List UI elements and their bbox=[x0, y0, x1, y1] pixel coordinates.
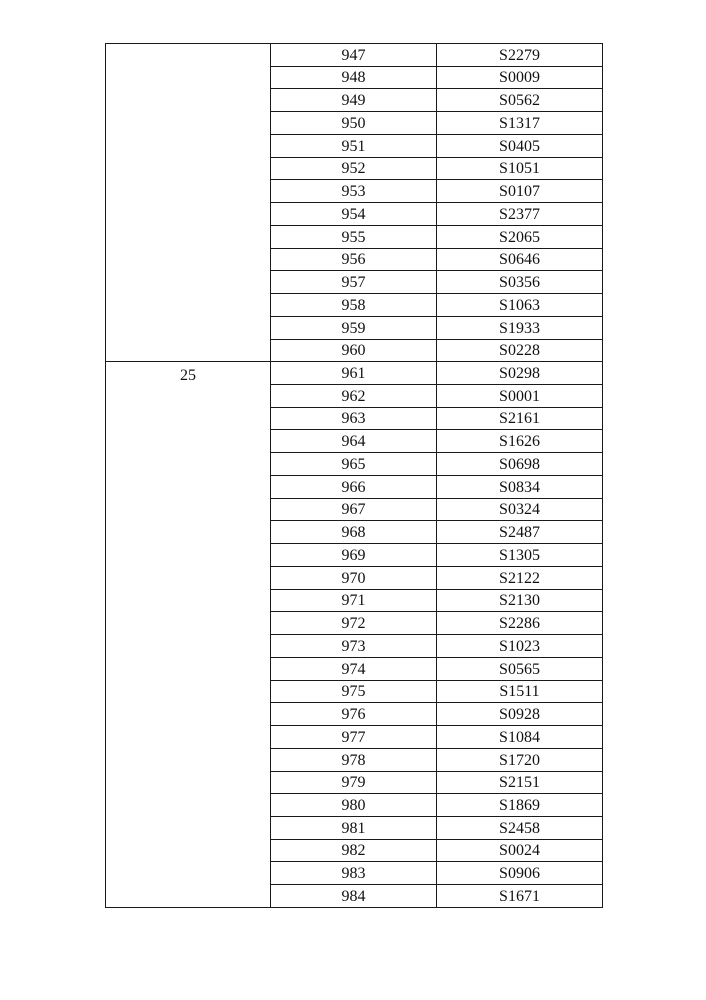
table-row bbox=[106, 44, 603, 67]
sequence-number-cell: 950 bbox=[271, 112, 437, 135]
sequence-number-cell: 972 bbox=[271, 612, 437, 635]
sequence-number-cell: 951 bbox=[271, 134, 437, 157]
sequence-number-cell: 975 bbox=[271, 680, 437, 703]
sequence-number-cell: 968 bbox=[271, 521, 437, 544]
code-cell: S0565 bbox=[437, 657, 603, 680]
code-cell: S1671 bbox=[437, 885, 603, 908]
sequence-number-cell: 967 bbox=[271, 498, 437, 521]
sequence-number-cell: 981 bbox=[271, 816, 437, 839]
table-body bbox=[106, 44, 603, 908]
code-cell: S0646 bbox=[437, 248, 603, 271]
sequence-number-cell: 959 bbox=[271, 316, 437, 339]
sequence-number-cell: 983 bbox=[271, 862, 437, 885]
sequence-number-cell: 984 bbox=[271, 885, 437, 908]
sequence-number-cell: 962 bbox=[271, 385, 437, 408]
code-cell: S1051 bbox=[437, 157, 603, 180]
code-cell: S0107 bbox=[437, 180, 603, 203]
code-cell: S2458 bbox=[437, 816, 603, 839]
sequence-number-cell: 948 bbox=[271, 66, 437, 89]
code-cell: S1720 bbox=[437, 748, 603, 771]
sequence-number-cell: 964 bbox=[271, 430, 437, 453]
sequence-number-cell: 971 bbox=[271, 589, 437, 612]
code-cell: S0698 bbox=[437, 453, 603, 476]
sequence-number-cell: 954 bbox=[271, 203, 437, 226]
sequence-number-cell: 982 bbox=[271, 839, 437, 862]
sequence-number-cell: 979 bbox=[271, 771, 437, 794]
sequence-number-cell: 952 bbox=[271, 157, 437, 180]
code-cell: S0834 bbox=[437, 475, 603, 498]
table-row bbox=[106, 362, 603, 385]
code-cell: S0324 bbox=[437, 498, 603, 521]
code-cell: S0906 bbox=[437, 862, 603, 885]
code-cell: S0562 bbox=[437, 89, 603, 112]
code-cell: S0356 bbox=[437, 271, 603, 294]
sequence-number-cell: 963 bbox=[271, 407, 437, 430]
sequence-number-cell: 949 bbox=[271, 89, 437, 112]
code-cell: S0405 bbox=[437, 134, 603, 157]
code-cell: S2377 bbox=[437, 203, 603, 226]
code-cell: S0009 bbox=[437, 66, 603, 89]
code-cell: S2487 bbox=[437, 521, 603, 544]
code-cell: S0298 bbox=[437, 362, 603, 385]
code-cell: S1511 bbox=[437, 680, 603, 703]
code-cell: S1305 bbox=[437, 544, 603, 567]
code-cell: S2065 bbox=[437, 225, 603, 248]
sequence-number-cell: 966 bbox=[271, 475, 437, 498]
code-cell: S0024 bbox=[437, 839, 603, 862]
group-number-cell bbox=[106, 44, 271, 362]
code-cell: S1626 bbox=[437, 430, 603, 453]
sequence-number-cell: 957 bbox=[271, 271, 437, 294]
sequence-number-cell: 961 bbox=[271, 362, 437, 385]
sequence-number-cell: 978 bbox=[271, 748, 437, 771]
sequence-number-cell: 947 bbox=[271, 44, 437, 67]
sequence-number-cell: 955 bbox=[271, 225, 437, 248]
code-cell: S0928 bbox=[437, 703, 603, 726]
data-table bbox=[105, 43, 603, 908]
code-cell: S2286 bbox=[437, 612, 603, 635]
group-number-cell: 25 bbox=[106, 362, 271, 908]
code-cell: S1933 bbox=[437, 316, 603, 339]
sequence-number-cell: 970 bbox=[271, 566, 437, 589]
code-cell: S2130 bbox=[437, 589, 603, 612]
sequence-number-cell: 976 bbox=[271, 703, 437, 726]
sequence-number-cell: 953 bbox=[271, 180, 437, 203]
sequence-number-cell: 965 bbox=[271, 453, 437, 476]
sequence-number-cell: 960 bbox=[271, 339, 437, 362]
code-cell: S2151 bbox=[437, 771, 603, 794]
code-cell: S0228 bbox=[437, 339, 603, 362]
code-cell: S2279 bbox=[437, 44, 603, 67]
code-cell: S1063 bbox=[437, 294, 603, 317]
sequence-number-cell: 980 bbox=[271, 794, 437, 817]
code-cell: S1869 bbox=[437, 794, 603, 817]
code-cell: S1023 bbox=[437, 635, 603, 658]
sequence-number-cell: 958 bbox=[271, 294, 437, 317]
code-cell: S2122 bbox=[437, 566, 603, 589]
sequence-number-cell: 969 bbox=[271, 544, 437, 567]
sequence-number-cell: 973 bbox=[271, 635, 437, 658]
sequence-number-cell: 956 bbox=[271, 248, 437, 271]
code-cell: S1317 bbox=[437, 112, 603, 135]
code-cell: S1084 bbox=[437, 726, 603, 749]
sequence-number-cell: 977 bbox=[271, 726, 437, 749]
code-cell: S2161 bbox=[437, 407, 603, 430]
sequence-number-cell: 974 bbox=[271, 657, 437, 680]
code-cell: S0001 bbox=[437, 385, 603, 408]
